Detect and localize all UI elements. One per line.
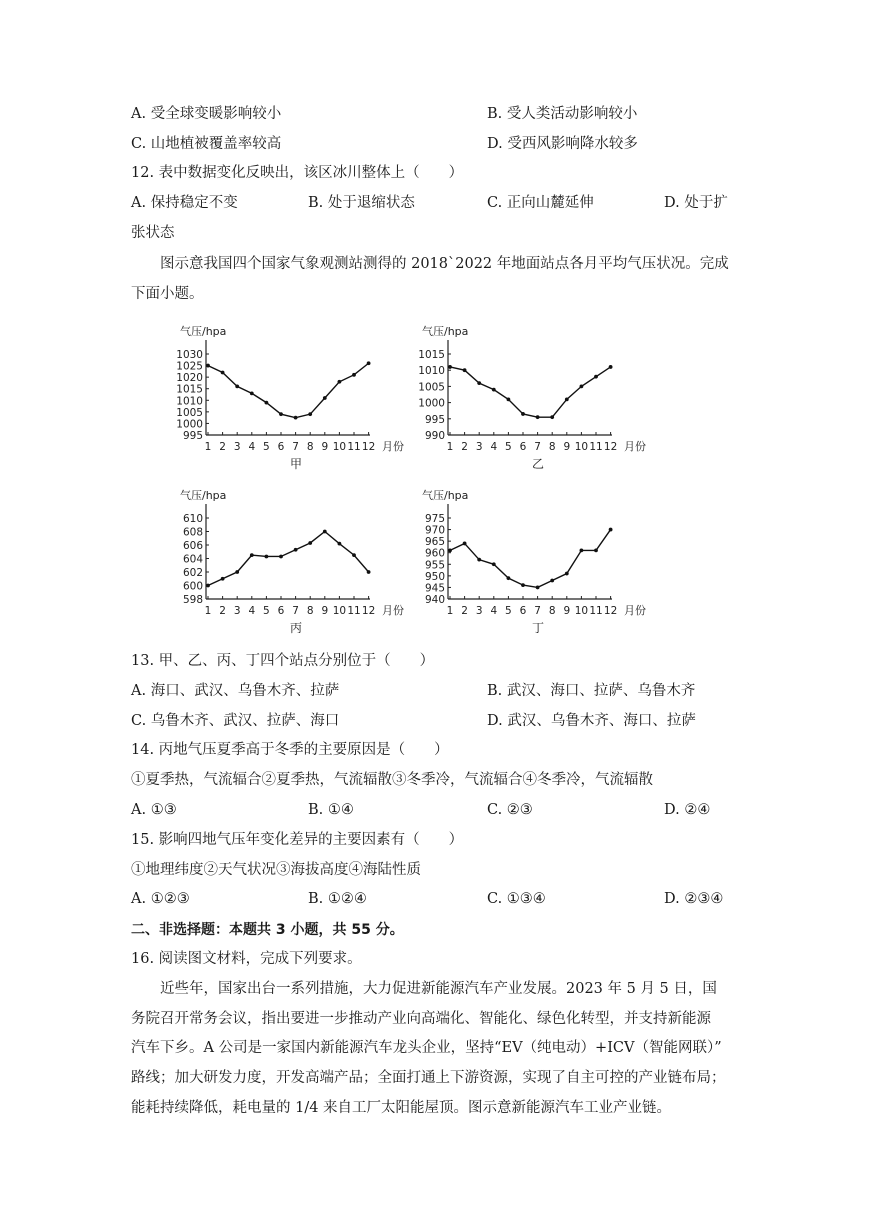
y-tick-label: 1010 xyxy=(176,395,203,408)
y-tick-label: 965 xyxy=(424,536,445,549)
x-tick-label: 3 xyxy=(475,605,483,617)
x-tick-label: 12 xyxy=(603,441,618,453)
pressure-charts-figure xyxy=(170,318,670,648)
data-point xyxy=(235,570,239,574)
y-tick-label: 940 xyxy=(424,594,445,606)
chart-title: 甲 xyxy=(289,457,303,471)
data-point xyxy=(594,375,598,379)
y-axis-label: 气压/hpa xyxy=(422,325,469,338)
y-tick-label: 1000 xyxy=(176,418,203,431)
q11-option-d: D. 受西风影响降水较多 xyxy=(487,136,638,152)
x-tick-label: 9 xyxy=(563,441,571,453)
x-tick-label: 3 xyxy=(475,441,483,453)
data-point xyxy=(206,364,210,368)
x-tick-label: 11 xyxy=(589,605,603,617)
q14-option-b: B. ①④ xyxy=(308,802,354,818)
y-tick-label: 604 xyxy=(182,553,203,566)
q12-option-d: D. 处于扩 xyxy=(664,195,728,211)
q14-stem: 14. 丙地气压夏季高于冬季的主要原因是（ ） xyxy=(131,742,449,758)
data-point xyxy=(521,412,525,416)
q14-option-c: C. ②③ xyxy=(487,802,533,818)
data-point xyxy=(221,577,225,581)
data-point xyxy=(448,365,452,369)
x-tick-label: 8 xyxy=(548,441,556,453)
y-tick-label: 1030 xyxy=(176,349,203,361)
data-point xyxy=(206,584,210,588)
intro-line-2: 下面小题。 xyxy=(131,286,204,302)
y-tick-label: 1010 xyxy=(418,365,445,378)
x-tick-label: 5 xyxy=(505,605,512,617)
chart-title: 乙 xyxy=(531,457,545,471)
x-tick-label: 1 xyxy=(446,441,454,453)
q11-option-a: A. 受全球变暖影响较小 xyxy=(131,106,282,122)
data-point xyxy=(250,391,254,395)
q13-option-a: A. 海口、武汉、乌鲁木齐、拉萨 xyxy=(131,683,340,699)
x-tick-label: 6 xyxy=(519,441,527,453)
q12-stem: 12. 表中数据变化反映出，该区冰川整体上（ ） xyxy=(131,165,464,181)
data-point xyxy=(463,368,467,372)
q11-option-c: C. 山地植被覆盖率较高 xyxy=(131,136,282,152)
x-tick-label: 8 xyxy=(306,441,314,453)
x-tick-label: 4 xyxy=(490,605,498,617)
y-tick-label: 990 xyxy=(424,430,445,442)
data-point xyxy=(265,555,269,559)
data-point xyxy=(492,562,496,566)
intro-line-1: 图示意我国四个国家气象观测站测得的 2018`2022 年地面站点各月平均气压状况。完成 xyxy=(160,256,729,272)
q15-option-c: C. ①③④ xyxy=(487,891,546,907)
x-tick-label: 11 xyxy=(347,441,361,453)
x-tick-label: 9 xyxy=(563,605,571,617)
x-tick-label: 10 xyxy=(332,605,347,617)
y-axis-label: 气压/hpa xyxy=(422,489,469,502)
q12-option-a: A. 保持稳定不变 xyxy=(131,195,238,211)
q14-option-d: D. ②④ xyxy=(664,802,711,818)
x-tick-label: 2 xyxy=(461,605,468,617)
x-tick-label: 7 xyxy=(292,441,299,453)
q15-option-b: B. ①②④ xyxy=(308,891,367,907)
y-tick-label: 1005 xyxy=(418,381,445,394)
data-point xyxy=(367,361,371,365)
series-line xyxy=(450,367,611,417)
q13-stem: 13. 甲、乙、丙、丁四个站点分别位于（ ） xyxy=(131,653,435,669)
q12-option-d-continued: 张状态 xyxy=(131,225,175,241)
data-point xyxy=(609,365,613,369)
y-tick-label: 1015 xyxy=(176,383,203,396)
chart-2 xyxy=(180,488,404,635)
x-tick-label: 1 xyxy=(204,441,212,453)
data-point xyxy=(279,412,283,416)
y-tick-label: 610 xyxy=(182,513,203,525)
y-tick-label: 970 xyxy=(424,524,445,537)
data-point xyxy=(338,380,342,384)
x-tick-label: 2 xyxy=(219,605,226,617)
y-tick-label: 1020 xyxy=(176,372,203,385)
data-point xyxy=(338,542,342,546)
x-tick-label: 10 xyxy=(574,441,589,453)
y-axis-label: 气压/hpa xyxy=(180,489,227,502)
y-tick-label: 602 xyxy=(182,567,203,579)
y-tick-label: 975 xyxy=(424,513,445,525)
y-tick-label: 606 xyxy=(182,540,203,552)
x-tick-label: 1 xyxy=(446,605,454,617)
x-axis-label: 月份 xyxy=(624,440,646,453)
x-tick-label: 11 xyxy=(347,605,361,617)
chart-1 xyxy=(418,324,646,471)
q16-paragraph-line-1: 近些年，国家出台一系列措施，大力促进新能源汽车产业发展。2023 年 5 月 5 日，国 xyxy=(160,981,717,997)
data-point xyxy=(507,576,511,580)
x-tick-label: 9 xyxy=(321,441,329,453)
x-tick-label: 6 xyxy=(277,441,285,453)
series-line xyxy=(450,530,611,588)
data-point xyxy=(448,549,452,553)
data-point xyxy=(279,555,283,559)
data-point xyxy=(550,579,554,583)
q15-option-a: A. ①②③ xyxy=(131,891,190,907)
q15-items: ①地理纬度②天气状况③海拔高度④海陆性质 xyxy=(131,862,421,878)
x-tick-label: 9 xyxy=(321,605,329,617)
series-line xyxy=(208,363,369,417)
x-tick-label: 10 xyxy=(574,605,589,617)
q16-paragraph-line-2: 务院召开常务会议，指出要进一步推动产业向高端化、智能化、绿色化转型，并支持新能源 xyxy=(131,1011,711,1027)
y-tick-label: 1015 xyxy=(418,349,445,361)
y-tick-label: 598 xyxy=(182,594,203,606)
data-point xyxy=(352,373,356,377)
x-tick-label: 10 xyxy=(332,441,347,453)
data-point xyxy=(294,548,298,552)
x-tick-label: 5 xyxy=(263,605,270,617)
x-tick-label: 11 xyxy=(589,441,603,453)
x-tick-label: 2 xyxy=(461,441,468,453)
chart-title: 丙 xyxy=(289,621,303,635)
y-tick-label: 1025 xyxy=(176,360,203,373)
x-tick-label: 8 xyxy=(548,605,556,617)
x-tick-label: 3 xyxy=(233,605,241,617)
y-tick-label: 945 xyxy=(424,582,445,595)
q16-paragraph-line-4: 路线；加大研发力度，开发高端产品；全面打通上下游资源，实现了自主可控的产业链布局； xyxy=(131,1070,726,1086)
x-axis-label: 月份 xyxy=(624,604,646,617)
x-tick-label: 3 xyxy=(233,441,241,453)
data-point xyxy=(477,381,481,385)
data-point xyxy=(352,553,356,557)
q13-option-d: D. 武汉、乌鲁木齐、海口、拉萨 xyxy=(487,713,696,729)
data-point xyxy=(492,388,496,392)
y-axis-label: 气压/hpa xyxy=(180,325,227,338)
data-point xyxy=(463,542,467,546)
chart-0 xyxy=(176,324,404,471)
x-tick-label: 4 xyxy=(248,441,256,453)
x-tick-label: 1 xyxy=(204,605,212,617)
x-axis-label: 月份 xyxy=(382,604,404,617)
data-point xyxy=(536,415,540,419)
series-line xyxy=(208,532,369,586)
y-tick-label: 1000 xyxy=(418,397,445,410)
q16-paragraph-line-5: 能耗持续降低，耗电量的 1/4 来自工厂太阳能屋顶。图示意新能源汽车工业产业链。 xyxy=(131,1100,672,1116)
pressure-charts-svg xyxy=(170,318,670,648)
q16-stem: 16. 阅读图文材料，完成下列要求。 xyxy=(131,951,362,967)
data-point xyxy=(477,558,481,562)
data-point xyxy=(507,397,511,401)
x-tick-label: 5 xyxy=(263,441,270,453)
data-point xyxy=(265,401,269,405)
x-tick-label: 12 xyxy=(361,605,376,617)
data-point xyxy=(323,530,327,534)
x-tick-label: 7 xyxy=(534,441,541,453)
q11-option-b: B. 受人类活动影响较小 xyxy=(487,106,638,122)
x-tick-label: 4 xyxy=(490,441,498,453)
x-tick-label: 8 xyxy=(306,605,314,617)
y-tick-label: 960 xyxy=(424,547,445,560)
x-tick-label: 7 xyxy=(534,605,541,617)
x-tick-label: 12 xyxy=(603,605,618,617)
x-tick-label: 12 xyxy=(361,441,376,453)
y-tick-label: 608 xyxy=(182,526,203,539)
x-tick-label: 5 xyxy=(505,441,512,453)
q14-items: ①夏季热，气流辐合②夏季热，气流辐散③冬季冷，气流辐合④冬季冷，气流辐散 xyxy=(131,772,653,788)
x-axis-label: 月份 xyxy=(382,440,404,453)
q13-option-c: C. 乌鲁木齐、武汉、拉萨、海口 xyxy=(131,713,340,729)
y-tick-label: 995 xyxy=(424,413,445,426)
data-point xyxy=(521,583,525,587)
data-point xyxy=(308,541,312,545)
q15-option-d: D. ②③④ xyxy=(664,891,724,907)
y-tick-label: 950 xyxy=(424,570,445,583)
data-point xyxy=(308,412,312,416)
data-point xyxy=(536,586,540,590)
x-tick-label: 6 xyxy=(277,605,285,617)
data-point xyxy=(235,385,239,389)
y-tick-label: 600 xyxy=(182,580,203,593)
data-point xyxy=(550,415,554,419)
x-tick-label: 7 xyxy=(292,605,299,617)
data-point xyxy=(294,416,298,420)
data-point xyxy=(323,396,327,400)
y-tick-label: 995 xyxy=(182,430,203,442)
x-tick-label: 2 xyxy=(219,441,226,453)
data-point xyxy=(221,371,225,375)
y-tick-label: 955 xyxy=(424,559,445,572)
data-point xyxy=(594,549,598,553)
q12-option-b: B. 处于退缩状态 xyxy=(308,195,415,211)
data-point xyxy=(367,570,371,574)
data-point xyxy=(580,385,584,389)
q16-paragraph-line-3: 汽车下乡。A 公司是一家国内新能源汽车龙头企业，坚持“EV（纯电动）+ICV（智能网联）” xyxy=(131,1040,722,1056)
data-point xyxy=(580,549,584,553)
q13-option-b: B. 武汉、海口、拉萨、乌鲁木齐 xyxy=(487,683,696,699)
data-point xyxy=(609,528,613,532)
data-point xyxy=(250,553,254,557)
data-point xyxy=(565,397,569,401)
data-point xyxy=(565,572,569,576)
q15-stem: 15. 影响四地气压年变化差异的主要因素有（ ） xyxy=(131,832,464,848)
x-tick-label: 6 xyxy=(519,605,527,617)
chart-3 xyxy=(422,488,646,635)
section-heading: 二、非选择题：本题共 3 小题，共 55 分。 xyxy=(131,922,404,938)
y-tick-label: 1005 xyxy=(176,406,203,419)
q12-option-c: C. 正向山麓延伸 xyxy=(487,195,594,211)
x-tick-label: 4 xyxy=(248,605,256,617)
chart-title: 丁 xyxy=(531,621,545,635)
q14-option-a: A. ①③ xyxy=(131,802,177,818)
